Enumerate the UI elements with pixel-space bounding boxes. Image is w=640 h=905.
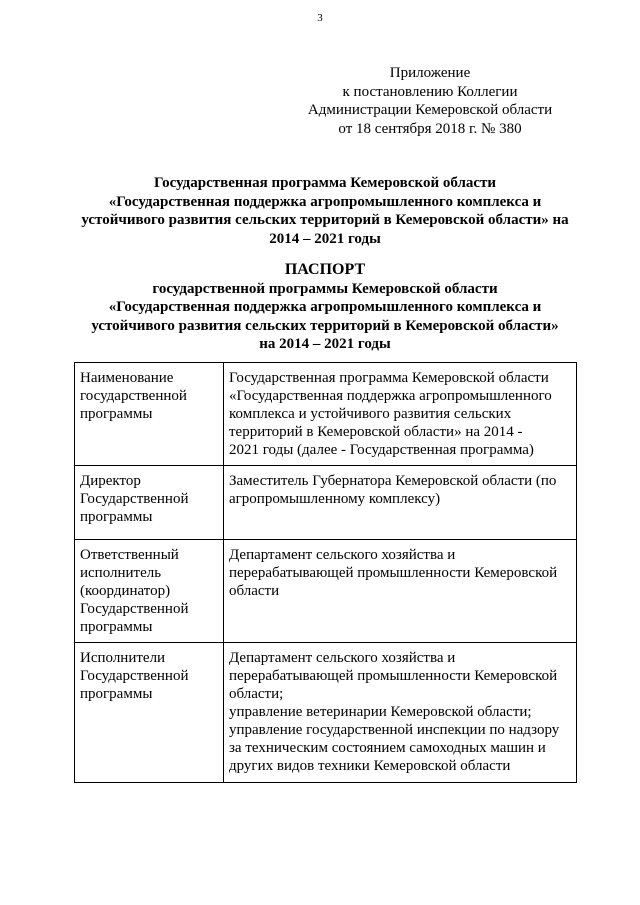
cell-line: Департамент сельского хозяйства и — [229, 650, 456, 666]
cell-line: агропромышленному комплексу) — [229, 491, 441, 507]
appendix-note — [290, 64, 570, 138]
page-number: 3 — [317, 12, 323, 24]
cell-line: Государственной — [80, 601, 189, 617]
cell-line: программы — [80, 686, 153, 702]
cell-line: других видов техники Кемеровской области — [229, 758, 511, 774]
row-value-cell — [224, 643, 577, 783]
passport-table — [74, 362, 577, 783]
cell-line: исполнитель — [80, 565, 162, 581]
cell-line: Наименование — [80, 370, 174, 386]
row-label-cell — [75, 643, 224, 783]
appendix-line: от 18 сентября 2018 г. № 380 — [338, 120, 522, 137]
cell-line: Департамент сельского хозяйства и — [229, 547, 456, 563]
row-label-cell — [75, 540, 224, 643]
cell-line: Заместитель Губернатора Кемеровской области (по — [229, 473, 557, 489]
title-line: 2014 – 2021 годы — [269, 230, 381, 247]
cell-line: перерабатывающей промышленности Кемеровской — [229, 565, 558, 581]
cell-line: (координатор) — [80, 583, 171, 599]
cell-line: территорий в Кемеровской области» на 2014 - — [229, 424, 523, 440]
cell-line: за техническим состоянием самоходных машин и — [229, 740, 546, 756]
cell-line: Государственная программа Кемеровской области — [229, 370, 549, 386]
passport-heading-block — [60, 261, 590, 354]
cell-line: Ответственный — [80, 547, 179, 563]
title-line: «Государственная поддержка агропромышленного комплекса и — [108, 193, 542, 210]
passport-line: устойчивого развития сельских территорий в Кемеровской области» — [91, 317, 559, 334]
cell-line: Государственной — [80, 491, 189, 507]
cell-line: Исполнители — [80, 650, 166, 666]
table-row — [75, 363, 577, 466]
appendix-line: Администрации Кемеровской области — [307, 102, 553, 118]
passport-heading: ПАСПОРТ — [284, 261, 366, 278]
table-row — [75, 466, 577, 540]
appendix-line: к постановлению Коллегии — [342, 83, 518, 100]
cell-line: области; — [229, 686, 284, 702]
table-row — [75, 643, 577, 783]
cell-line: «Государственная поддержка агропромышленного — [229, 388, 552, 404]
row-label-cell — [75, 466, 224, 540]
cell-line: Государственной — [80, 668, 189, 684]
appendix-line: Приложение — [389, 65, 471, 81]
passport-line: государственной программы Кемеровской области — [152, 280, 498, 297]
document-title — [60, 174, 590, 248]
row-value-cell — [224, 466, 577, 540]
title-line: устойчивого развития сельских территорий в Кемеровской области» на — [81, 212, 569, 228]
cell-line: программы — [80, 406, 153, 422]
row-value-cell — [224, 363, 577, 466]
cell-line: государственной — [80, 388, 187, 404]
cell-line: области — [229, 583, 280, 599]
passport-line: на 2014 – 2021 годы — [259, 336, 391, 352]
cell-line: управление государственной инспекции по надзору — [229, 722, 560, 738]
cell-line: перерабатывающей промышленности Кемеровской — [229, 668, 558, 684]
cell-line: Директор — [80, 473, 141, 489]
passport-line: «Государственная поддержка агропромышленного комплекса и — [108, 299, 542, 315]
title-line: Государственная программа Кемеровской области — [153, 175, 497, 191]
cell-line: управление ветеринарии Кемеровской области; — [229, 704, 532, 720]
cell-line: комплекса и устойчивого развития сельских — [229, 406, 512, 422]
table-row — [75, 540, 577, 643]
cell-line: программы — [80, 509, 153, 525]
passport-table-body — [75, 363, 577, 783]
row-label-cell — [75, 363, 224, 466]
cell-line: программы — [80, 619, 153, 635]
row-value-cell — [224, 540, 577, 643]
cell-line: 2021 годы (далее - Государственная программа) — [229, 442, 534, 458]
